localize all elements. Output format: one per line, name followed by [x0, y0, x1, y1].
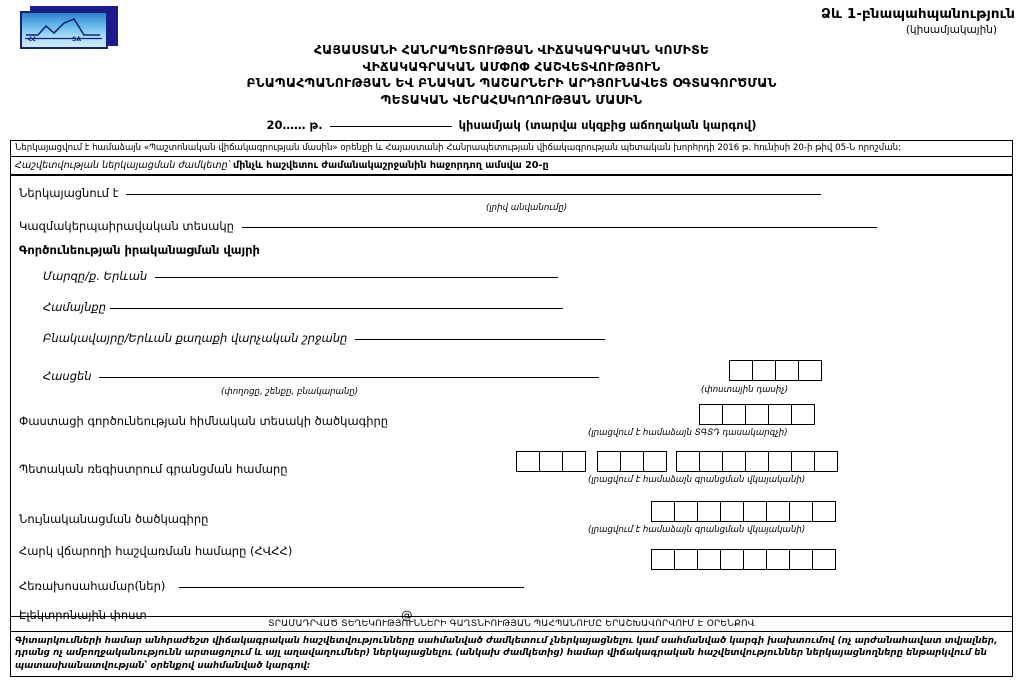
- region-label: Մարզը/ք. Երևան: [43, 269, 148, 283]
- taxpayer-cell[interactable]: [720, 549, 744, 570]
- legal-form-field: [19, 219, 877, 233]
- identification-label: Նույնականացման ծածկագիրը: [19, 512, 209, 526]
- registry-cell[interactable]: [745, 451, 769, 472]
- legal-basis-note: Ներկայացվում է համաձայն «Պաշտոնական վիճակագրության մասին» օրենքի և Հայաստանի Հանրապետության վիճակագրության պետական խորհրդի 2016 թ. հունիսի 20-ի թիվ 05-Ն որոշման:: [11, 141, 1012, 157]
- activity-code-cell[interactable]: [791, 404, 815, 425]
- settlement-input[interactable]: [355, 339, 605, 340]
- registry-boxes-c[interactable]: [676, 451, 838, 472]
- confidentiality-notice: ՏՐԱՄԱԴՐՎԱԾ ՏԵՂԵԿՈՒԹՅՈՒՆՆԵՐԻ ԳԱՂՏՆԻՈՒԹՅԱՆ ՊԱՀՊԱՆՈՒՄԸ ԵՐԱՇԽԱՎՈՐՎՈՒՄ Է ՕՐԵՆՔՈՎ: [11, 616, 1012, 632]
- page-title: [0, 42, 1023, 108]
- taxpayer-cell[interactable]: [812, 549, 836, 570]
- deadline-label: Հաշվետվության ներկայացման ժամկետը՝: [15, 160, 230, 171]
- address-label: Հասցեն: [43, 369, 92, 383]
- registry-caption: (լրացվում է համաձայն գրանցման վկայականի): [588, 475, 806, 485]
- region-field: [43, 269, 558, 283]
- registry-cell[interactable]: [562, 451, 586, 472]
- activity-code-boxes[interactable]: [699, 404, 815, 425]
- legal-form-label: Կազմակերպաիրավական տեսակը: [19, 219, 234, 233]
- settlement-field: [43, 331, 605, 345]
- address-field: [43, 369, 599, 383]
- email-domain-input[interactable]: [416, 616, 536, 617]
- title-line-1: ՀԱՅԱՍՏԱՆԻ ՀԱՆՐԱՊԵՏՈՒԹՅԱՆ ՎԻՃԱԿԱԳՐԱԿԱՆ ԿՈՄԻՏԵ: [313, 42, 710, 57]
- identification-cell[interactable]: [697, 501, 721, 522]
- deadline-value: մինչև հաշվետու ժամանակաշրջանին հաջորդող ամսվա 20-ը: [233, 160, 549, 171]
- community-field: [43, 300, 563, 314]
- submitter-label: Ներկայացնում է: [19, 186, 119, 200]
- registry-boxes-b[interactable]: [597, 451, 667, 472]
- activity-code-cell[interactable]: [699, 404, 723, 425]
- phone-input[interactable]: [179, 587, 524, 588]
- activity-code-cell[interactable]: [768, 404, 792, 425]
- form-code-main: Ձև 1-բնապահպանություն: [821, 6, 1015, 22]
- identification-boxes[interactable]: [651, 501, 836, 522]
- registry-cell[interactable]: [620, 451, 644, 472]
- phone-label: Հեռախոսահամար(ներ): [19, 579, 166, 593]
- email-user-input[interactable]: [182, 616, 397, 617]
- identification-cell[interactable]: [743, 501, 767, 522]
- postal-code-boxes[interactable]: [729, 360, 822, 381]
- submitter-field: [19, 186, 821, 200]
- legal-form-input[interactable]: [242, 227, 877, 228]
- activity-code-cell[interactable]: [722, 404, 746, 425]
- activity-code-label: Փաստացի գործունեության հիմնական տեսակի ծածկագիրը: [19, 414, 389, 428]
- registry-label: Պետական ռեգիստրում գրանցման համարը: [19, 462, 288, 476]
- taxpayer-boxes[interactable]: [651, 549, 836, 570]
- address-caption: (փողոցը, շենքը, բնակարանը): [221, 387, 359, 397]
- identification-cell[interactable]: [651, 501, 675, 522]
- postal-cell[interactable]: [798, 360, 822, 381]
- registry-cell[interactable]: [722, 451, 746, 472]
- penalty-warning: [11, 632, 1012, 676]
- identification-cell[interactable]: [812, 501, 836, 522]
- taxpayer-cell[interactable]: [743, 549, 767, 570]
- submitter-input[interactable]: [126, 194, 821, 195]
- activity-code-cell[interactable]: [745, 404, 769, 425]
- activity-code-caption: (լրացվում է համաձայն ՏԳՏԴ դասակարգչի): [588, 428, 788, 438]
- penalty-warning-line-3: պատասխանատվության՝ օրենքով սահմանված կարգով:: [15, 660, 311, 671]
- registry-cell[interactable]: [597, 451, 621, 472]
- registry-cell[interactable]: [791, 451, 815, 472]
- identification-cell[interactable]: [674, 501, 698, 522]
- penalty-warning-line-2: դրանց ոչ ամբողջականությունն արտացոլում և այլ աղավաղումներ) ներկայացնելու (անկախ ժամկետից) համար վիճակագրական հաշվետվություններ ներկայացնողները ենթարկվում են: [15, 648, 987, 659]
- region-input[interactable]: [155, 277, 558, 278]
- address-input[interactable]: [99, 377, 599, 378]
- registry-cell[interactable]: [676, 451, 700, 472]
- taxpayer-cell[interactable]: [766, 549, 790, 570]
- identification-cell[interactable]: [789, 501, 813, 522]
- postal-cell[interactable]: [752, 360, 776, 381]
- registry-cell[interactable]: [516, 451, 540, 472]
- registry-cell[interactable]: [768, 451, 792, 472]
- form-code-block: [821, 6, 1015, 36]
- identification-caption: (լրացվում է համաձայն գրանցման վկայականի): [588, 525, 806, 535]
- period-year: 20…… թ.: [266, 118, 323, 132]
- postal-cell[interactable]: [775, 360, 799, 381]
- registry-boxes-a[interactable]: [516, 451, 586, 472]
- phone-field: [19, 579, 524, 593]
- community-input[interactable]: [110, 308, 563, 309]
- form-sheet: [10, 140, 1013, 677]
- deadline-note: [11, 157, 1012, 176]
- postal-cell[interactable]: [729, 360, 753, 381]
- settlement-label: Բնակավայրը/Երևան քաղաքի վարչական շրջանը: [43, 331, 348, 345]
- activity-place-heading: Գործունեության իրականացման վայրի: [19, 243, 260, 257]
- form-body: [11, 176, 1012, 622]
- title-line-2: ՎԻՃԱԿԱԳՐԱԿԱՆ ԱՄՓՈՓ ՀԱՇՎԵՏՎՈՒԹՅՈՒՆ: [362, 58, 661, 74]
- community-label: Համայնքը: [43, 300, 107, 314]
- logo-label-left: ՀՀ: [28, 36, 36, 43]
- title-line-4: ՊԵՏԱԿԱՆ ՎԵՐԱՀՍԿՈՂՈՒԹՅԱՆ ՄԱՍԻՆ: [380, 91, 643, 107]
- email-label: Էլեկտրոնային փոստ: [19, 608, 147, 622]
- taxpayer-cell[interactable]: [674, 549, 698, 570]
- period-suffix: կիսամյակ (տարվա սկզբից աճողական կարգով): [458, 118, 757, 132]
- taxpayer-label: Հարկ վճարողի հաշվառման համարը (ՀՎՀՀ): [19, 544, 293, 558]
- reporting-period-line: [0, 118, 1023, 132]
- form-code-sub: (կիսամյակային): [905, 24, 997, 36]
- email-at-symbol: @: [400, 608, 413, 622]
- email-field: [19, 608, 536, 622]
- submitter-caption: (լրիվ անվանումը): [486, 203, 568, 213]
- logo-label-right: SA: [72, 36, 81, 43]
- registry-cell[interactable]: [814, 451, 838, 472]
- registry-cell[interactable]: [539, 451, 563, 472]
- identification-cell[interactable]: [766, 501, 790, 522]
- form-header: [0, 0, 1023, 140]
- taxpayer-cell[interactable]: [697, 549, 721, 570]
- registry-cell[interactable]: [699, 451, 723, 472]
- period-input-rule[interactable]: [330, 126, 452, 127]
- title-line-3: ԲՆԱՊԱՀՊԱՆՈՒԹՅԱՆ ԵՎ ԲՆԱԿԱՆ ՊԱՇԱՐՆԵՐԻ ԱՐԴՅՈՒՆԱՎԵՏ ՕԳՏԱԳՈՐԾՄԱՆ: [246, 75, 777, 90]
- taxpayer-cell[interactable]: [651, 549, 675, 570]
- taxpayer-cell[interactable]: [789, 549, 813, 570]
- penalty-warning-line-1: Գիտարկումների համար անհրաժեշտ վիճակագրական հաշվետվությունները սահմանված ժամկետում չներկայացնելու կամ սահմանված կարգի խախտումով (ոչ արժանահավատ տվյալներ,: [15, 636, 998, 646]
- registry-cell[interactable]: [643, 451, 667, 472]
- postal-caption: (փոստային դասիչ): [701, 385, 789, 395]
- identification-cell[interactable]: [720, 501, 744, 522]
